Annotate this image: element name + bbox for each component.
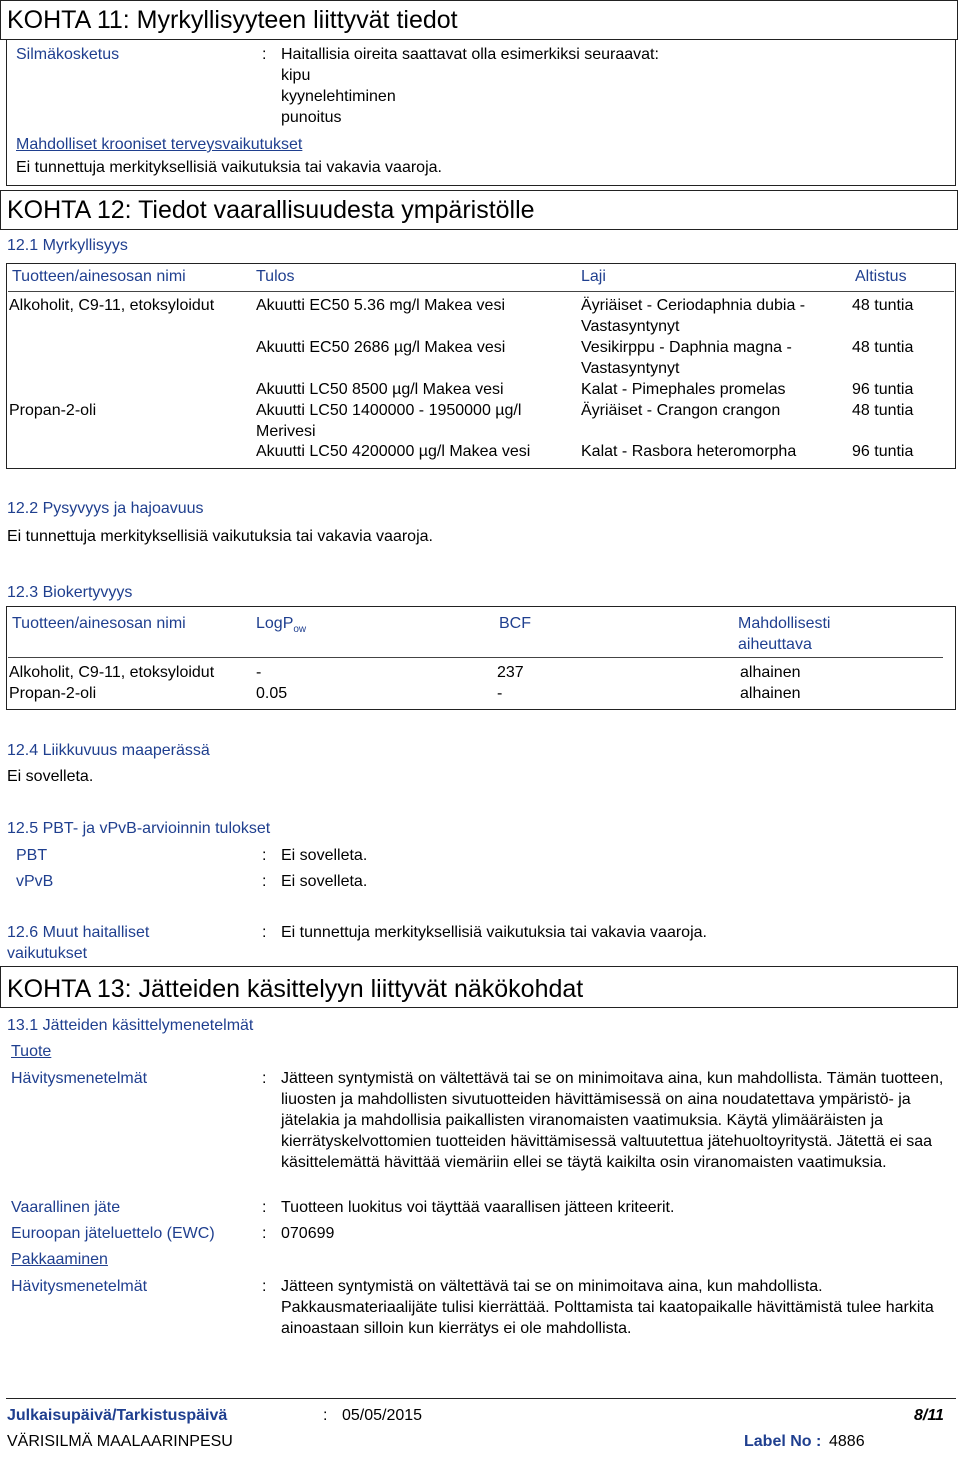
- table-divider: [8, 291, 954, 292]
- table-cell-exposure: 96 tuntia: [852, 443, 914, 460]
- colon: :: [262, 847, 267, 864]
- pbt-label: PBT: [16, 847, 48, 864]
- table-cell-result: Akuutti EC50 2686 µg/l Makea vesi: [256, 339, 506, 356]
- table-cell-species: Vesikirppu - Daphnia magna - Vastasyntynyt: [581, 339, 792, 377]
- table-cell-result: Akuutti LC50 4200000 µg/l Makea vesi: [256, 443, 531, 460]
- section-12-title: KOHTA 12: Tiedot vaarallisuudesta ympäristölle: [7, 196, 535, 224]
- colon: :: [262, 924, 267, 941]
- other-effects-text: Ei tunnettuja merkityksellisiä vaikutuksia tai vakavia vaaroja.: [281, 924, 707, 941]
- bio-cell-bcf: 237: [497, 664, 524, 681]
- table-cell-name: Propan-2-oli: [9, 402, 97, 419]
- disposal-methods-label: Hävitysmenetelmät: [11, 1070, 148, 1087]
- mobility-text: Ei sovelleta.: [7, 768, 94, 785]
- hazardous-waste-text: Tuotteen luokitus voi täyttää vaarallisen jätteen kriteerit.: [281, 1199, 675, 1216]
- bio-cell-name: Propan-2-oli: [9, 685, 97, 702]
- table-cell-species: Äyriäiset - Crangon crangon: [581, 402, 781, 419]
- bio-cell-potential: alhainen: [740, 664, 801, 681]
- hazardous-waste-label: Vaarallinen jäte: [11, 1199, 121, 1216]
- vpvb-label: vPvB: [16, 873, 54, 890]
- persistence-text: Ei tunnettuja merkityksellisiä vaikutuksia tai vakavia vaaroja.: [7, 528, 433, 545]
- col-header-exposure: Altistus: [855, 268, 907, 285]
- table-cell-species: Äyriäiset - Ceriodaphnia dubia - Vastasyntynyt: [581, 297, 806, 335]
- chronic-effects-text: Ei tunnettuja merkityksellisiä vaikutuksia tai vakavia vaaroja.: [16, 159, 442, 176]
- bio-cell-potential: alhainen: [740, 685, 801, 702]
- bioaccumulation-label: 12.3 Biokertyvyys: [7, 584, 133, 601]
- issue-date-label: Julkaisupäivä/Tarkistuspäivä: [7, 1407, 228, 1424]
- table-cell-exposure: 96 tuntia: [852, 381, 914, 398]
- disposal-methods-text: Jätteen syntymistä on vältettävä tai se on minimoitava aina, kun mahdollista. Tämän tuotteen, liuosten ja mahdollisten sivutuotteiden hävittämisessä on aina noudatettava ympäristö- ja jätelakia ja mahdollisia paikallisten viranomaisten vaatimuksia. Käytä ylimääräisten ja kierrätyskelvottomien tuotteiden hävittämisessä valtuutettua jätehuoltoyritystä. Jätettä ei saa käsittelemättä hävittää viemäriin ellei se täytä kaikilta osin viranomaisten vaatimuksia.: [281, 1070, 944, 1171]
- packaging-label: Pakkaaminen: [11, 1251, 108, 1268]
- table-cell-species: Kalat - Pimephales promelas: [581, 381, 786, 398]
- col-header-name: Tuotteen/ainesosan nimi: [12, 268, 186, 285]
- table-cell-name: Alkoholit, C9-11, etoksyloidut: [9, 297, 215, 314]
- section-13-title: KOHTA 13: Jätteiden käsittelyyn liittyvät näkökohdat: [7, 975, 584, 1003]
- eye-effect-line: punoitus: [281, 109, 342, 126]
- table-cell-exposure: 48 tuntia: [852, 297, 914, 314]
- bio-cell-bcf: -: [497, 685, 503, 702]
- colon: :: [262, 1199, 267, 1216]
- issue-date-value: 05/05/2015: [342, 1407, 423, 1424]
- colon: :: [323, 1407, 328, 1424]
- section-11-title: KOHTA 11: Myrkyllisyyteen liittyvät tiedot: [7, 6, 458, 34]
- page-number: 8/11: [914, 1407, 944, 1424]
- bio-cell-logp: 0.05: [256, 685, 288, 702]
- colon: :: [262, 1278, 267, 1295]
- eye-effect-line: kyynelehtiminen: [281, 88, 396, 105]
- bio-cell-logp: -: [256, 664, 262, 681]
- ewc-label: Euroopan jäteluettelo (EWC): [11, 1225, 215, 1242]
- table-divider: [8, 657, 943, 658]
- label-number-value: 4886: [829, 1433, 865, 1450]
- persistence-label: 12.2 Pysyvyys ja hajoavuus: [7, 500, 204, 517]
- bio-col-header-name: Tuotteen/ainesosan nimi: [12, 615, 186, 632]
- eye-contact-label: Silmäkosketus: [16, 46, 120, 63]
- section-12-header: [0, 190, 958, 230]
- col-header-result: Tulos: [256, 268, 295, 285]
- table-cell-result: Akuutti LC50 8500 µg/l Makea vesi: [256, 381, 504, 398]
- waste-methods-label: 13.1 Jätteiden käsittelymenetelmät: [7, 1017, 254, 1034]
- table-cell-species: Kalat - Rasbora heteromorpha: [581, 443, 797, 460]
- colon: :: [262, 46, 267, 63]
- mobility-label: 12.4 Liikkuvuus maaperässä: [7, 742, 210, 759]
- pbt-value: Ei sovelleta.: [281, 847, 368, 864]
- col-header-species: Laji: [581, 268, 606, 285]
- bio-col-header-logp: LogP$_{ow}$: [256, 615, 307, 635]
- packaging-disposal-text: Jätteen syntymistä on vältettävä tai se on minimoitava aina, kun mahdollista. Pakkausmateriaalijäte tulisi kierrättää. Polttamista tai kaatopaikalle hävittämistä tulee harkita ainoastaan silloin kun kierrätys ei ole mahdollista.: [281, 1278, 934, 1337]
- eye-effect-line: Haitallisia oireita saattavat olla esimerkiksi seuraavat:: [281, 46, 659, 63]
- other-effects-label: 12.6 Muut haitalliset vaikutukset: [7, 924, 150, 962]
- chronic-effects-label: Mahdolliset krooniset terveysvaikutukset: [16, 136, 303, 153]
- pbt-assessment-label: 12.5 PBT- ja vPvB-arvioinnin tulokset: [7, 820, 271, 837]
- packaging-disposal-label: Hävitysmenetelmät: [11, 1278, 148, 1295]
- section-11-header: [0, 0, 958, 40]
- product-name: VÄRISILMÄ MAALAARINPESU: [7, 1433, 233, 1450]
- toxicity-label: 12.1 Myrkyllisyys: [7, 237, 128, 254]
- table-cell-result: Akuutti LC50 1400000 - 1950000 µg/l Merivesi: [256, 402, 522, 440]
- colon: :: [262, 1070, 267, 1087]
- table-cell-exposure: 48 tuntia: [852, 402, 914, 419]
- bio-col-header-potential: Mahdollisesti aiheuttava: [738, 615, 831, 653]
- eye-effect-line: kipu: [281, 67, 311, 84]
- bio-cell-name: Alkoholit, C9-11, etoksyloidut: [9, 664, 215, 681]
- label-number-label: Label No :: [744, 1433, 822, 1450]
- colon: :: [262, 1225, 267, 1242]
- product-label: Tuote: [11, 1043, 52, 1060]
- vpvb-value: Ei sovelleta.: [281, 873, 368, 890]
- table-cell-exposure: 48 tuntia: [852, 339, 914, 356]
- table-cell-result: Akuutti EC50 5.36 mg/l Makea vesi: [256, 297, 506, 314]
- footer-divider: [6, 1398, 956, 1399]
- bio-col-header-bcf: BCF: [499, 615, 531, 632]
- section-13-header: [0, 966, 958, 1008]
- ewc-value: 070699: [281, 1225, 335, 1242]
- colon: :: [262, 873, 267, 890]
